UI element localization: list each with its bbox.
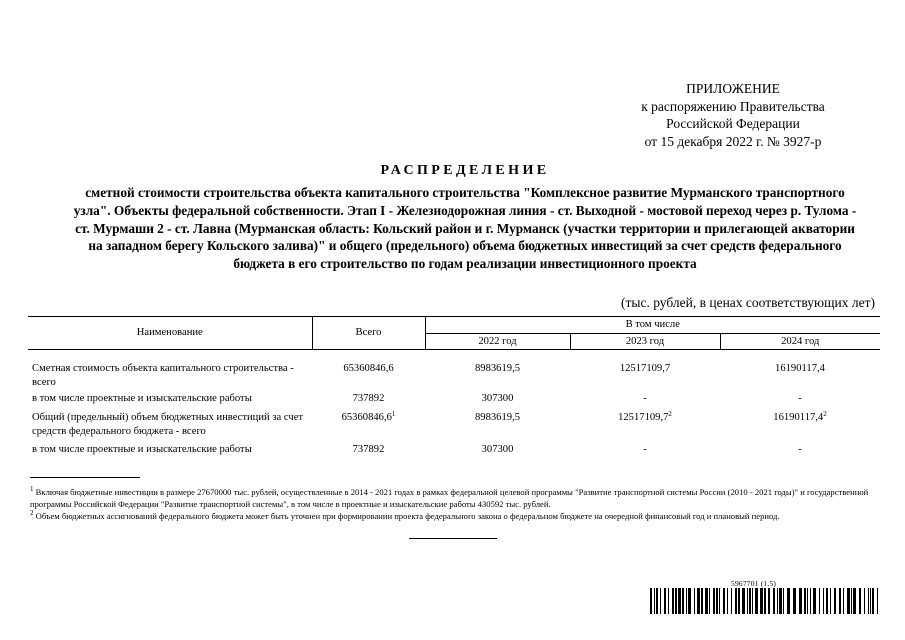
row-2022: 307300	[481, 444, 514, 455]
row-name: в том числе проектные и изыскательские работы	[32, 393, 252, 404]
table-row	[28, 411, 880, 443]
row-name: в том числе проектные и изыскательские работы	[32, 444, 252, 455]
table-row	[28, 392, 880, 411]
row-total: 65360846,6	[343, 363, 394, 374]
row-name: Общий (предельный) объем бюджетных инвестиций за счет средств федерального бюджета - всего	[32, 412, 304, 437]
row-2023: -	[643, 393, 647, 404]
row-total-cell	[312, 411, 425, 443]
footnote-ref: 2	[668, 410, 672, 418]
footnote-mark: 2	[30, 509, 34, 517]
row-2024: -	[798, 444, 802, 455]
units-note: (тыс. рублей, в ценах соответствующих лет)	[621, 295, 875, 310]
document-code: 5967701 (1.5)	[731, 579, 777, 588]
row-2024: 16190117,4	[775, 363, 825, 374]
header-year-2023: 2023 год	[570, 333, 720, 350]
footnote-mark: 1	[30, 485, 34, 493]
header-including: В том числе	[425, 317, 880, 334]
appendix-label: ПРИЛОЖЕНИЕ	[686, 81, 780, 96]
footnote-2	[30, 510, 880, 522]
row-2023: 12517109,7	[619, 363, 671, 374]
row-2022: 307300	[481, 393, 514, 404]
barcode-image	[650, 588, 878, 614]
footnote-ref: 2	[823, 410, 827, 418]
header-total: Всего	[312, 317, 425, 350]
row-2024: 16190117,4	[773, 412, 824, 423]
end-divider	[409, 538, 497, 539]
footnote-1	[30, 486, 880, 510]
footnotes	[30, 486, 880, 522]
appendix-date-number: от 15 декабря 2022 г. № 3927-р	[644, 133, 822, 149]
row-total: 65360846,6	[341, 412, 392, 423]
row-total: 737892	[352, 393, 385, 404]
row-2024-cell	[720, 411, 880, 443]
footnote-text: Объем бюджетных ассигнований федерального бюджета может быть уточнен при формировании проекта федерального закона о федеральном бюджете на очередной финансовый год и плановый период.	[35, 511, 780, 521]
row-2022: 8983619,5	[474, 412, 521, 423]
row-2023: -	[643, 444, 647, 455]
row-2023: 12517109,7	[618, 412, 669, 423]
appendix-government-line: Российской Федерации	[666, 116, 800, 131]
table-row	[28, 362, 880, 392]
budget-table	[28, 316, 880, 462]
row-name: Сметная стоимость объекта капитального строительства - всего	[32, 363, 294, 388]
appendix-order-line: к распоряжению Правительства	[641, 98, 825, 114]
document-title: РАСПРЕДЕЛЕНИЕ	[380, 163, 550, 178]
appendix-header	[603, 80, 863, 150]
footnote-ref: 1	[391, 410, 396, 418]
document-subtitle: сметной стоимости строительства объекта капитального строительства "Комплексное развитие Мурманского транспортного узла". Объекты федеральной собственности. Этап I - Железнодорожная линия - ст. Выходной - мостовой переход через р. Тулома - ст. Мурмаши 2 - ст. Лавна (Мурманская область: Кольский район и г. Мурманск (участки территории и прилегающей акватории на западном берегу Кольского залива)" и общего (предельного) объема бюджетных инвестиций за счет средств федерального бюджета в его строительство по годам реализации инвестиционного проекта	[73, 185, 857, 272]
footnote-text: Включая бюджетные инвестиции в размере 27670000 тыс. рублей, осуществленные в 2014 - 2021 годах в рамках федеральной целевой программы "Развитие транспортной системы России (2010 - 2021 годы)" и государственной программы Российской Федерации "Развитие транспортной системы", в том числе в проектные и изыскательские работы 430592 тыс. рублей.	[30, 487, 869, 509]
row-2022: 8983619,5	[474, 363, 521, 374]
header-year-2024: 2024 год	[720, 333, 880, 350]
row-total: 737892	[352, 444, 385, 455]
header-name: Наименование	[28, 317, 312, 350]
row-2024: -	[798, 393, 802, 404]
header-year-2022: 2022 год	[425, 333, 570, 350]
table-row	[28, 443, 880, 462]
footnote-divider	[30, 477, 140, 478]
row-2023-cell	[570, 411, 720, 443]
